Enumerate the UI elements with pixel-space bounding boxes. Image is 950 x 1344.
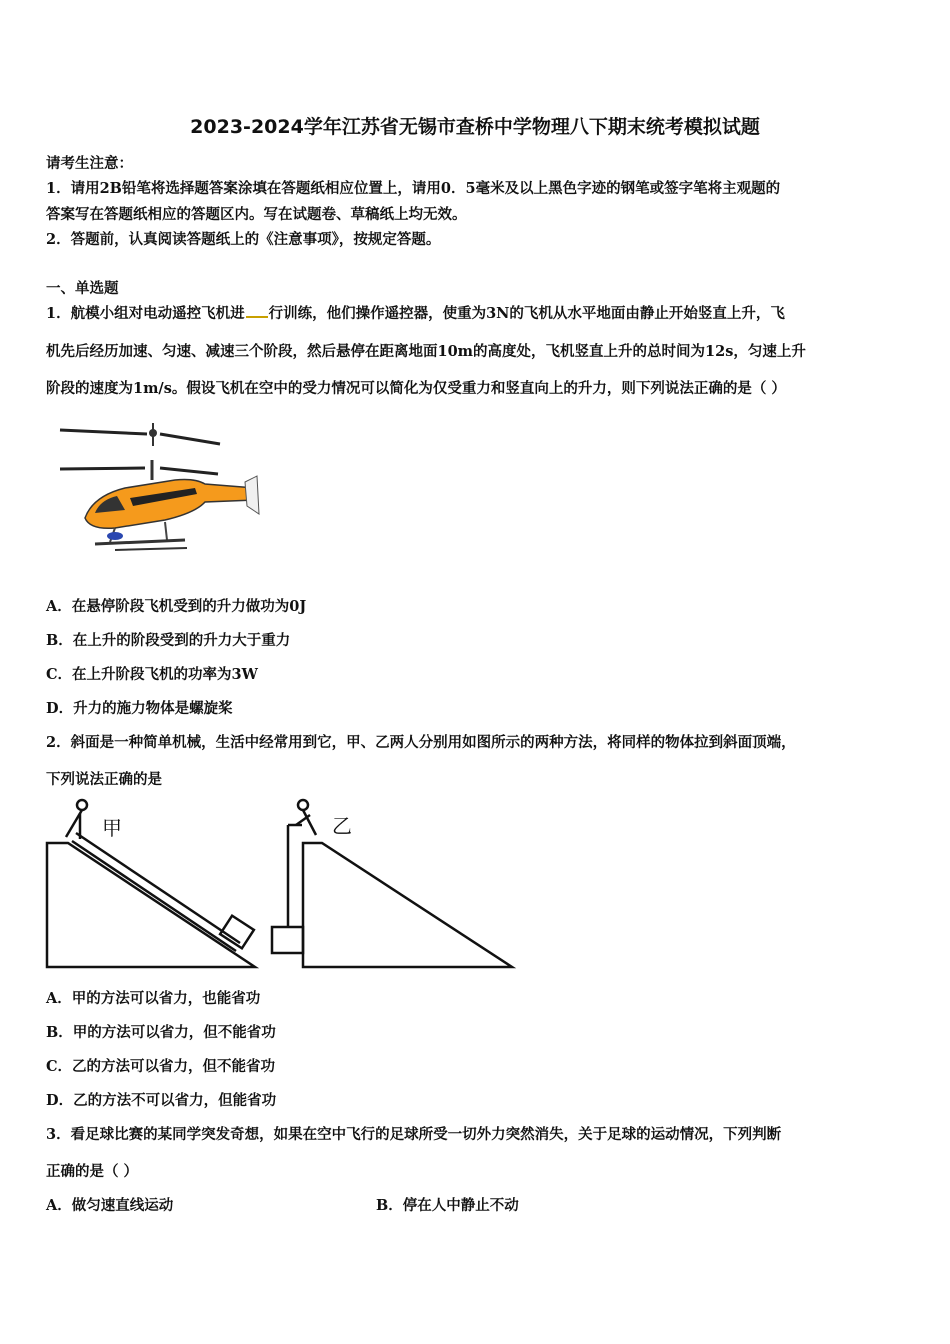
q1-line-3: 阶段的速度为1m/s。假设飞机在空中的受力情况可以简化为仅受重力和竖直向上的升力，则下列说法正确的是（ ） <box>46 380 786 397</box>
q3-line-2: 正确的是（ ） <box>46 1163 139 1180</box>
q2-option-a: A．甲的方法可以省力，也能省功 <box>46 990 261 1007</box>
answer-blank <box>246 310 268 318</box>
q1-line-1 <box>46 302 785 323</box>
incline-diagram <box>40 795 530 975</box>
q1-option-c: C．在上升阶段飞机的功率为3W <box>46 666 258 683</box>
q2-line-2: 下列说法正确的是 <box>46 771 162 788</box>
q2-line-1: 2．斜面是一种简单机械，生活中经常用到它，甲、乙两人分别用如图所示的两种方法，将同样的物体拉到斜面顶端， <box>46 734 796 751</box>
incline-method-jia <box>47 800 255 967</box>
label-jia: 甲 <box>102 816 122 840</box>
q2-option-d: D．乙的方法不可以省力，但能省功 <box>46 1092 277 1109</box>
q1-option-b: B．在上升的阶段受到的升力大于重力 <box>46 632 291 649</box>
q2-option-c: C．乙的方法可以省力，但不能省功 <box>46 1058 276 1075</box>
page-title: 2023-2024学年江苏省无锡市查桥中学物理八下期末统考模拟试题 <box>190 116 760 138</box>
q1-option-a: A．在悬停阶段飞机受到的升力做功为0J <box>46 598 307 615</box>
notice-item-1: 1．请用2B铅笔将选择题答案涂填在答题纸相应位置上，请用0．5毫米及以上黑色字迹的钢笔或签字笔将主观题的 <box>46 180 781 197</box>
section-heading: 一、单选题 <box>46 280 119 297</box>
q3-option-b: B．停在人中静止不动 <box>376 1197 519 1214</box>
incline-method-yi <box>272 800 512 967</box>
notice-item-2: 2．答题前，认真阅读答题纸上的《注意事项》，按规定答题。 <box>46 231 441 248</box>
q1-line-2: 机先后经历加速、匀速、减速三个阶段，然后悬停在距离地面10m的高度处，飞机竖直上升的总时间为12s，匀速上升 <box>46 343 806 360</box>
q3-option-a: A．做匀速直线运动 <box>46 1197 174 1214</box>
q3-line-1: 3．看足球比赛的某同学突发奇想，如果在空中飞行的足球所受一切外力突然消失，关于足球的运动情况，下列判断 <box>46 1126 782 1143</box>
helicopter-image <box>55 418 265 558</box>
q2-option-b: B．甲的方法可以省力，但不能省功 <box>46 1024 276 1041</box>
q1-text-part-b: 行训练，他们操作遥控器，使重为3N的飞机从水平地面由静止开始竖直上升，飞 <box>268 305 785 322</box>
label-yi: 乙 <box>332 814 352 838</box>
q1-option-d: D．升力的施力物体是螺旋桨 <box>46 700 233 717</box>
notice-heading: 请考生注意： <box>46 155 133 172</box>
q1-text-part-a: 1．航模小组对电动遥控飞机进 <box>46 305 245 322</box>
notice-item-1-cont: 答案写在答题纸相应的答题区内。写在试题卷、草稿纸上均无效。 <box>46 206 467 223</box>
